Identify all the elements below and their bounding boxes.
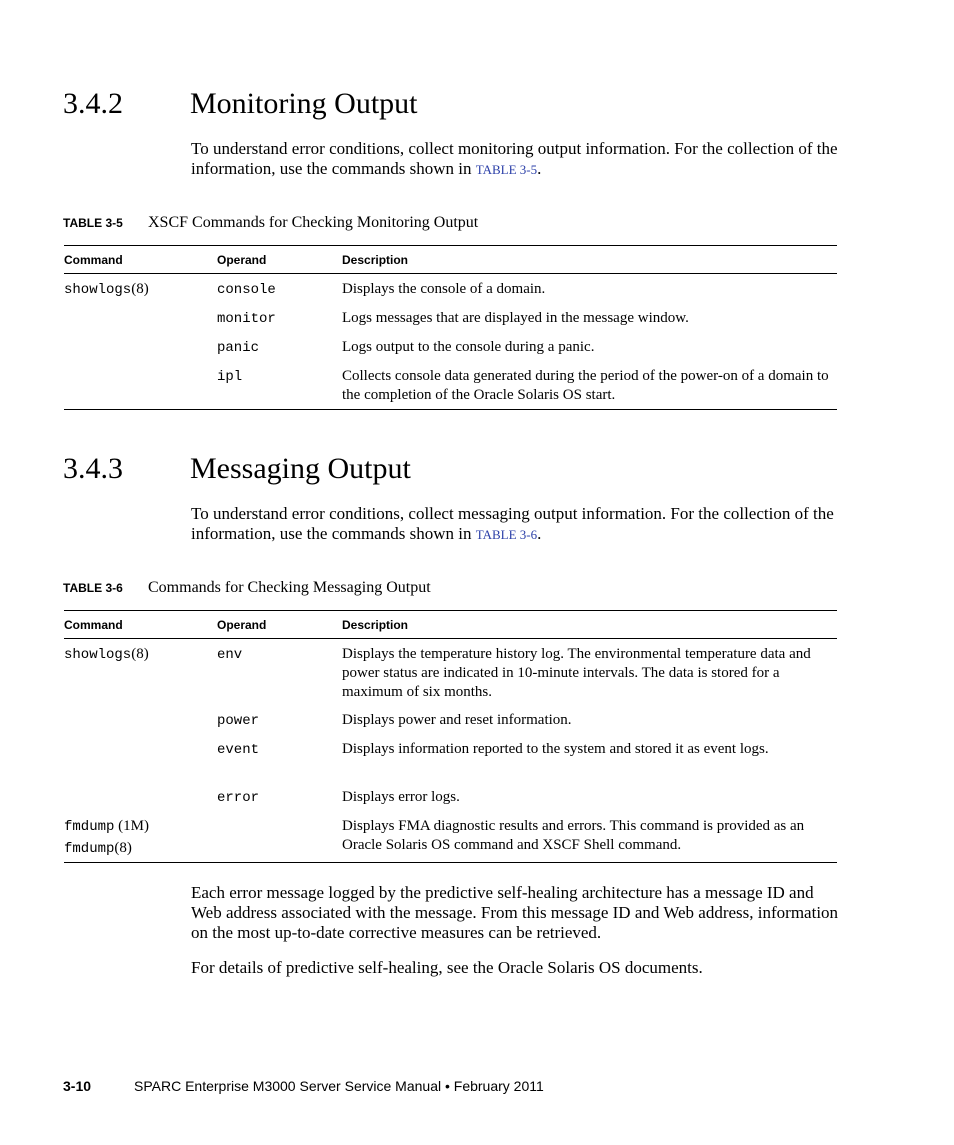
- intro-text: To understand error conditions, collect monitoring output information. For the collection of the information, use the commands shown in: [191, 139, 838, 178]
- table-bottom-rule: [64, 862, 837, 863]
- section-title: Monitoring Output: [190, 87, 418, 120]
- column-header-description: Description: [342, 618, 409, 632]
- command-name: fmdump: [64, 819, 115, 835]
- description-cell: Displays the temperature history log. The environmental temperature data and power status are indicated in 10-minute intervals. The data is stored for a maximum of six months.: [342, 646, 811, 700]
- table-label: TABLE 3-6: [63, 581, 123, 595]
- section-intro-paragraph: [191, 504, 841, 545]
- description-cell: Displays power and reset information.: [342, 712, 572, 728]
- operand-cell: monitor: [217, 311, 276, 327]
- table-3-5-link[interactable]: TABLE 3-5: [475, 162, 538, 177]
- column-header-operand: Operand: [217, 253, 267, 267]
- page-footer: [63, 1078, 544, 1094]
- intro-text-end: .: [537, 159, 542, 178]
- footer-text: SPARC Enterprise M3000 Server Service Manual • February 2011: [134, 1078, 544, 1094]
- column-header-operand: Operand: [217, 618, 267, 632]
- body-paragraph: For details of predictive self-healing, see the Oracle Solaris OS documents.: [191, 958, 703, 977]
- description-cell: Logs output to the console during a panic.: [342, 339, 595, 355]
- table-label: TABLE 3-5: [63, 216, 123, 230]
- operand-cell: ipl: [217, 369, 243, 385]
- command-cell: [64, 645, 149, 665]
- description-cell: Displays error logs.: [342, 789, 460, 805]
- section-title: Messaging Output: [190, 452, 411, 485]
- intro-text-end: .: [537, 524, 542, 543]
- command-name: showlogs: [64, 282, 132, 298]
- table-caption: [63, 214, 478, 232]
- table-3-6-link[interactable]: TABLE 3-6: [475, 527, 538, 542]
- section-intro-paragraph: [191, 139, 841, 180]
- command-section: (1M): [114, 818, 149, 834]
- table-bottom-rule: [64, 409, 837, 410]
- command-cell: [64, 839, 132, 859]
- intro-text: To understand error conditions, collect messaging output information. For the collection of the information, use the commands shown in: [191, 504, 834, 543]
- command-name: showlogs: [64, 647, 132, 663]
- body-paragraph: Each error message logged by the predictive self-healing architecture has a message ID and Web address associated with the message. From this message ID and Web address, information on the most up-to-date corrective measures can be retrieved.: [191, 883, 839, 942]
- column-header-description: Description: [342, 253, 409, 267]
- command-cell: [64, 280, 149, 300]
- page-number: 3-10: [63, 1078, 92, 1094]
- description-cell: Collects console data generated during the period of the power-on of a domain to the completion of the Oracle Solaris OS start.: [342, 368, 829, 403]
- table-top-rule: [64, 245, 837, 246]
- command-name: fmdump: [64, 841, 115, 857]
- column-header-command: Command: [64, 618, 123, 632]
- table-top-rule: [64, 610, 837, 611]
- command-section: (8): [131, 281, 149, 297]
- operand-cell: panic: [217, 340, 260, 356]
- description-cell: Displays FMA diagnostic results and errors. This command is provided as an Oracle Solaris OS command and XSCF Shell command.: [342, 818, 805, 853]
- table-header-rule: [64, 638, 837, 639]
- operand-cell: console: [217, 282, 276, 298]
- section-number: 3.4.3: [63, 452, 123, 485]
- table-header-rule: [64, 273, 837, 274]
- command-section: (8): [114, 840, 132, 856]
- command-section: (8): [131, 646, 149, 662]
- command-cell: [64, 817, 149, 837]
- table-caption-text: XSCF Commands for Checking Monitoring Output: [148, 214, 479, 231]
- section-number: 3.4.2: [63, 87, 123, 120]
- description-cell: Displays information reported to the system and stored it as event logs.: [342, 741, 769, 757]
- description-cell: Logs messages that are displayed in the message window.: [342, 310, 689, 326]
- description-cell: Displays the console of a domain.: [342, 281, 546, 297]
- operand-cell: power: [217, 713, 260, 729]
- column-header-command: Command: [64, 253, 123, 267]
- operand-cell: error: [217, 790, 260, 806]
- operand-cell: event: [217, 742, 260, 758]
- table-caption: [63, 579, 431, 597]
- operand-cell: env: [217, 647, 243, 663]
- table-caption-text: Commands for Checking Messaging Output: [148, 579, 431, 596]
